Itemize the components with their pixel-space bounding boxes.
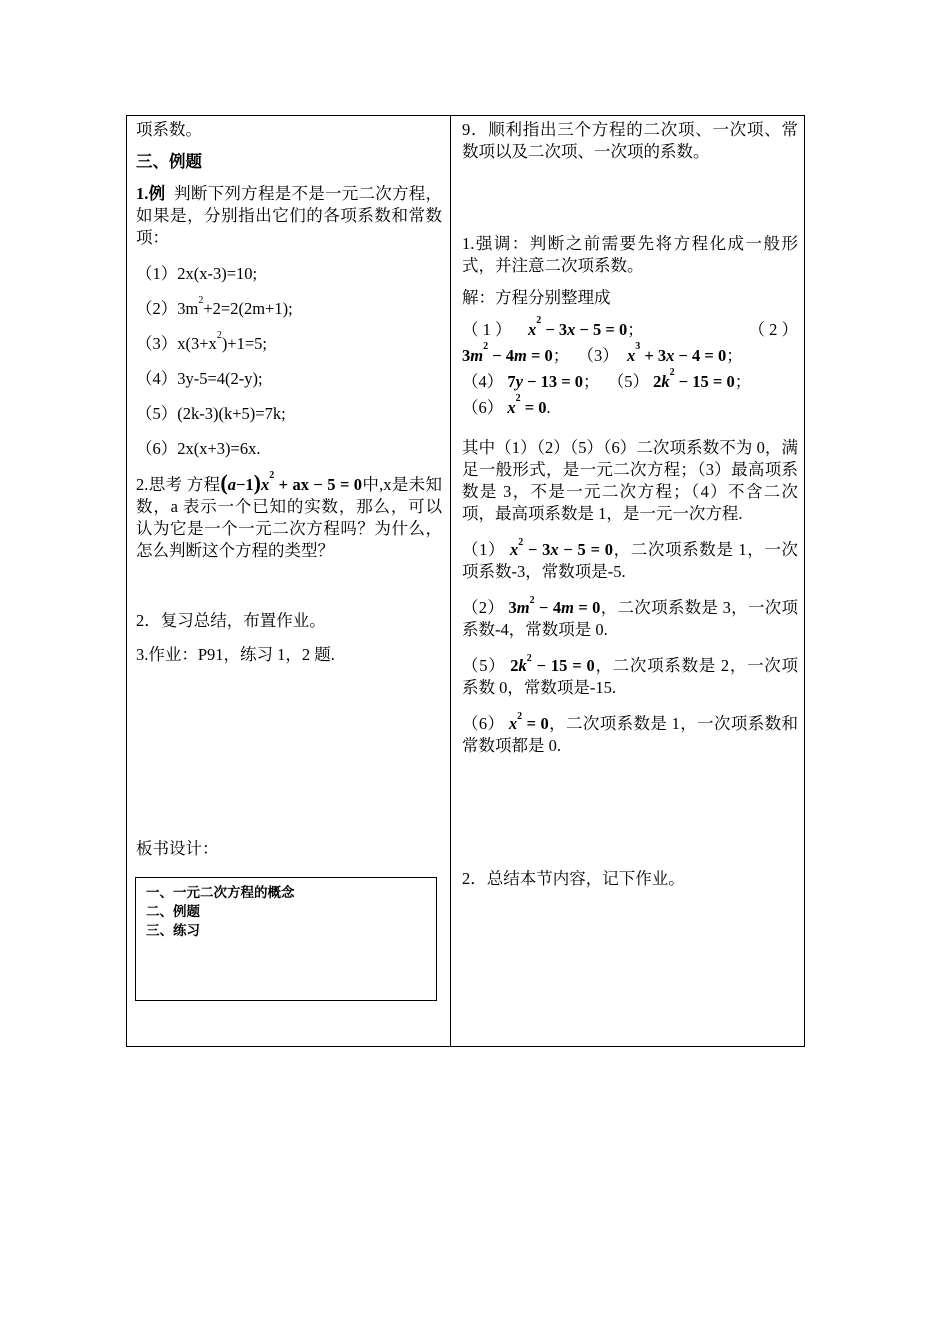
coefficients-5: （5） $2k^2 - 15 = 0$，二次项系数是 2，一次项系数 0，常数项是-15. bbox=[462, 653, 799, 697]
continued-text: 项系数。 bbox=[136, 120, 202, 139]
board-line-3: 三、练习 bbox=[146, 923, 200, 939]
normalized-equations: （ 1 ） $x^2 - 3x - 5 = 0$； （ 2 ） $3m^2 - 4m = 0$； （3） $x^3 + 3x - 4 = 0$； （4） 7y − 13 = 0； （5） $2k^2 - 15 = 0$； （6） $x^2 = 0$. bbox=[462, 315, 798, 417]
example-text: 判断下列方程是不是一元二次方程，如果是，分别指出它们的各项系数和常数项： bbox=[136, 184, 443, 247]
board-line-1: 一、一元二次方程的概念 bbox=[146, 885, 295, 901]
board-design-label: 板书设计： bbox=[136, 839, 219, 858]
equation-3: $(3)x(3+x^2)+1=5$; bbox=[136, 330, 268, 353]
homework: 3.作业：P91，练习 1，2 题. bbox=[136, 645, 335, 664]
solution-intro: 解：方程分别整理成 bbox=[462, 288, 611, 307]
emphasis-note: 1.强调：判断之前需要先将方程化成一般形式，并注意二次项系数。 bbox=[462, 234, 798, 275]
equation-6: （6）2x(x+3)=6x. bbox=[136, 439, 261, 458]
board-design-box bbox=[135, 877, 437, 1001]
analysis-paragraph: 其中（1）（2）（5）（6）二次项系数不为 0，满足一般形式，是一元二次方程；（3）最高项系数是 3，不是一元二次方程；（4）不含二次项，最高项系数是 1，是一元一次方程. bbox=[462, 438, 798, 523]
think-question: 2.思考 方程$(a-1)x^2$ + ax − 5 = 0中,x是未知数，a 表示一个已知的实数，那么，可以认为它是一个一元二次方程吗？为什么，怎么判断这个方程的类型？ bbox=[136, 470, 442, 560]
summary-step: 2．总结本节内容，记下作业。 bbox=[462, 869, 685, 888]
column-divider bbox=[450, 116, 451, 1046]
student-activity: 9．顺利指出三个方程的二次项、一次项、常数项以及二次项、一次项的系数。 bbox=[462, 120, 798, 161]
right-column bbox=[462, 116, 799, 888]
review-step: 2．复习总结，布置作业。 bbox=[136, 611, 326, 630]
equation-4: （4）3y-5=4(2-y); bbox=[136, 369, 263, 388]
board-line-2: 二、例题 bbox=[146, 904, 200, 920]
left-column bbox=[136, 116, 443, 858]
equation-5: （5）(2k-3)(k+5)=7k; bbox=[136, 404, 286, 423]
section-heading-examples: 三、例题 bbox=[136, 152, 202, 171]
coefficients-6: （6） $x^2 = 0$，二次项系数是 1，一次项系数和常数项都是 0. bbox=[462, 711, 799, 755]
coefficients-2: （2） $3m^2 - 4m = 0$，二次项系数是 3，一次项系数-4，常数项是 0. bbox=[462, 595, 799, 639]
coefficients-1: （1） $x^2 - 3x - 5 = 0$，二次项系数是 1，一次项系数-3，常数项是-5. bbox=[462, 537, 799, 581]
lesson-table bbox=[126, 115, 805, 1047]
example-intro bbox=[136, 183, 442, 249]
example-number: 1.例 bbox=[136, 184, 166, 203]
equation-2: $(2)3m^2+2=2(2m+1)$; bbox=[136, 295, 293, 318]
equation-1: （1）2x(x-3)=10; bbox=[136, 264, 258, 283]
